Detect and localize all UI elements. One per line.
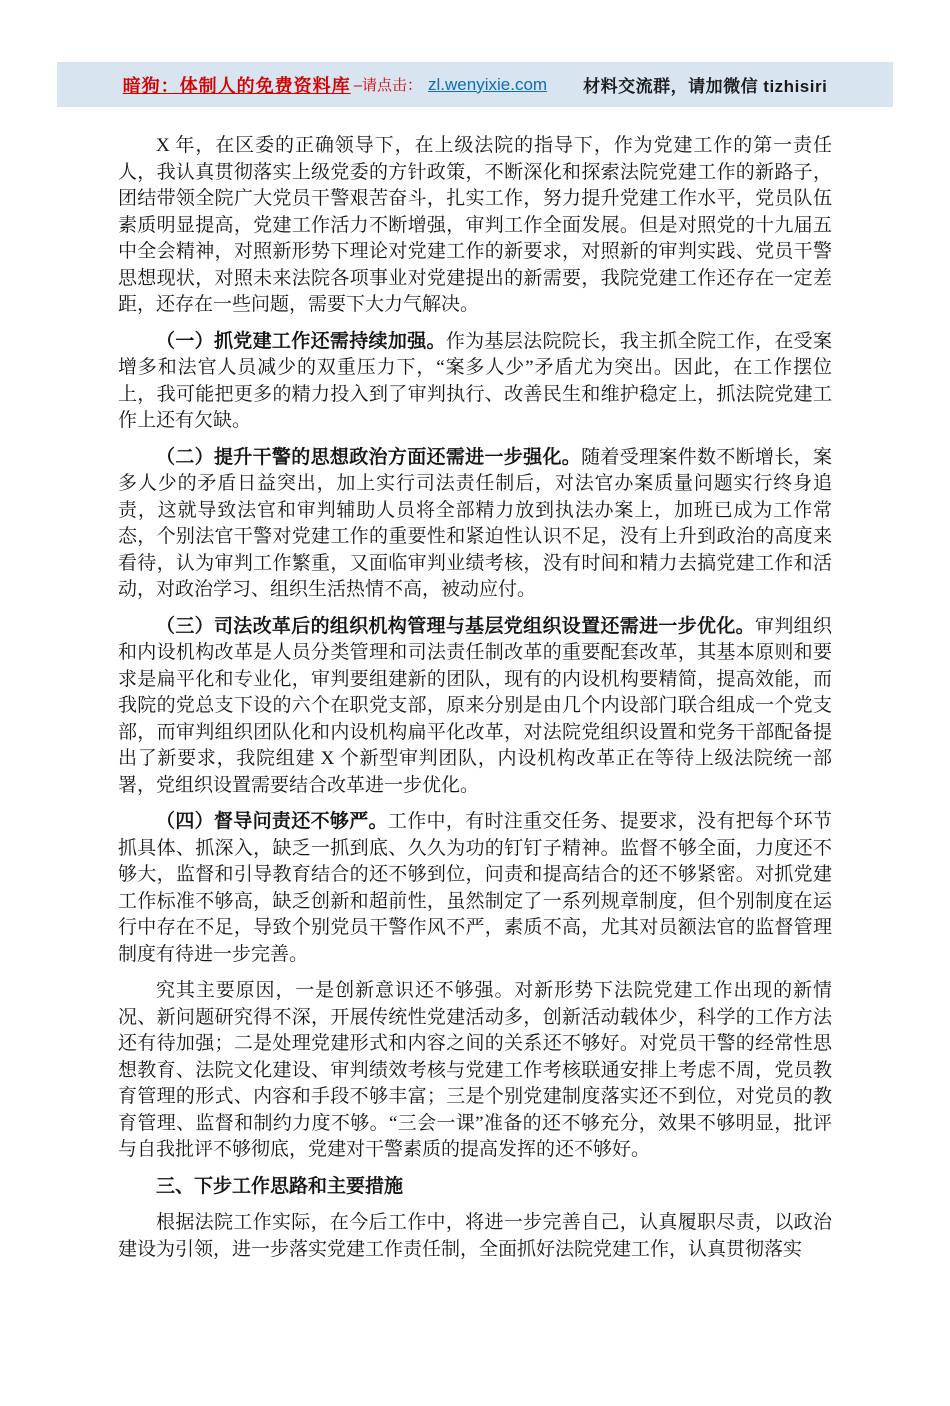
paragraph-lead: （三）司法改革后的组织机构管理与基层党组织设置还需进一步优化。: [156, 615, 756, 637]
paragraph-text: 审判组织和内设机构改革是人员分类管理和司法责任制改革的重要配套改革，其基本原则和要求是扁平化和专业化，审判要组建新的团队，现有的内设机构要精简，提高效能，而我院的党总支下设的六个在职党支部，原来分别是由几个内设部门联合组成一个党支部，而审判组织团队化和内设机构扁平化改革，对法院党组织设置和党务干部配备提出了新要求，我院组建 X 个新型审判团队，内设机构改革正在等待上级法院统一部署，党组织设置需要结合改革进一步优化。: [118, 615, 832, 796]
paragraph: [118, 1210, 832, 1263]
paragraph: [118, 133, 832, 319]
promo-brand-text: 暗狗：体制人的免费资料库: [122, 75, 351, 96]
paragraph-text: X 年，在区委的正确领导下，在上级法院的指导下，作为党建工作的第一责任人，我认真贯彻落实上级党委的方针政策，不断深化和探索法院党建工作的新路子，团结带领全院广大党员干警艰苦奋斗，扎实工作，努力提升党建工作水平，党员队伍素质明显提高，党建工作活力不断增强，审判工作全面发展。但是对照党的十九届五中全会精神，对照新形势下理论对党建工作的新要求，对照新的审判实践、党员干警思想现状，对照未来法院各项事业对党建提出的新需要，我院党建工作还存在一定差距，还存在一些问题，需要下大力气解决。: [118, 135, 832, 315]
paragraph-text: 工作中，有时注重交任务、提要求，没有把每个环节抓具体、抓深入，缺乏一抓到底、久久为功的钉钉子精神。监督不够全面，力度还不够大，监督和引导教育结合的还不够到位，问责和提高结合的还不够紧密。对抓党建工作标准不够高，缺乏创新和超前性，虽然制定了一系列规章制度，但个别制度在运行中存在不足，导致个别党员干警作风不严，素质不高，尤其对员额法官的监督管理制度有待进一步完善。: [118, 811, 832, 965]
paragraph: [118, 329, 832, 435]
paragraph-text: 究其主要原因，一是创新意识还不够强。对新形势下法院党建工作出现的新情况、新问题研究得不深，开展传统性党建活动多，创新活动载体少，科学的工作方法还有待加强；二是处理党建形式和内容之间的关系还不够好。对党员干警的经常性思想教育、法院文化建设、审判绩效考核与党建工作考核联通安排上考虑不周，党员教育管理的形式、内容和手段不够丰富；三是个别党建制度落实还不到位，对党员的教育管理、监督和制约力度不够。“三会一课”准备的还不够充分，效果不够明显，批评与自我批评不够彻底，党建对干警素质的提高发挥的还不够好。: [118, 980, 832, 1160]
promo-click-prompt: –请点击：: [353, 77, 423, 94]
paragraph-text: 随着受理案件数不断增长，案多人少的矛盾日益突出，加上实行司法责任制后，对法官办案质量问题实行终身追责，这就导致法官和审判辅助人员将全部精力放到执法办案上，加班已成为工作常态，个别法官干警对党建工作的重要性和紧迫性认识不足，没有上升到政治的高度来看待，认为审判工作繁重，又面临审判业绩考核，没有时间和精力去搞党建工作和活动，对政治学习、组织生活热情不高，被动应付。: [118, 446, 832, 600]
paragraph: [118, 445, 832, 604]
section-heading: [118, 1174, 832, 1201]
paragraph: [118, 809, 832, 968]
promo-banner: [57, 62, 893, 107]
paragraph-text: 作为基层法院院长，我主抓全院工作，在受案增多和法官人员减少的双重压力下，“案多人少”矛盾尤为突出。因此，在工作摆位上，我可能把更多的精力投入到了审判执行、改善民生和维护稳定上，抓法院党建工作上还有欠缺。: [118, 330, 832, 431]
promo-wechat-note: 材料交流群，请加微信 tizhisiri: [583, 77, 828, 96]
paragraph-lead: 三、下步工作思路和主要措施: [156, 1175, 404, 1197]
paragraph-text: 根据法院工作实际，在今后工作中，将进一步完善自己，认真履职尽责，以政治建设为引领，进一步落实党建工作责任制，全面抓好法院党建工作，认真贯彻落实: [118, 1212, 832, 1260]
paragraph-lead: （二）提升干警的思想政治方面还需进一步强化。: [156, 446, 582, 468]
paragraph: [118, 978, 832, 1164]
paragraph: [118, 614, 832, 800]
promo-site-link[interactable]: zl.wenyixie.com: [428, 74, 548, 94]
paragraph-lead: （一）抓党建工作还需持续加强。: [156, 330, 446, 352]
paragraph-lead: （四）督导问责还不够严。: [156, 811, 388, 832]
document-body: [118, 133, 832, 1263]
